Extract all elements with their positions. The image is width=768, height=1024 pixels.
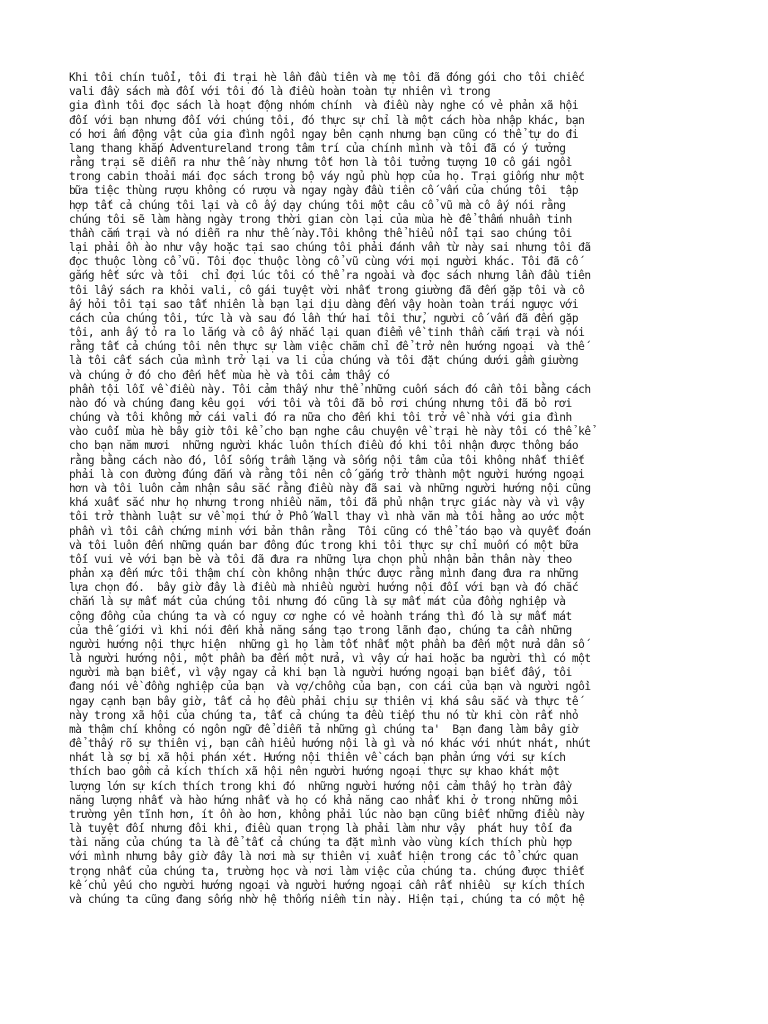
text-line: để thấy rõ sự thiên vị, bạn cần hiểu hướng nội là gì và nó khác với nhút nhát, nhút (69, 737, 591, 751)
text-line: gia đình tôi đọc sách là hoạt động nhóm chính và điều này nghe có vẻ phản xã hội (69, 99, 579, 113)
text-line: nhát là sợ bị xã hội phán xét. Hướng nội thiên về cách bạn phản ứng với sự kích (69, 751, 566, 765)
text-line: cho bạn năm mươi những người khác luôn thích điều đó khi tôi nhận được thông báo (69, 439, 579, 453)
text-line: là người hướng nội, một phần ba đến một nửa, vì vậy cứ hai hoặc ba người thì có một (69, 652, 591, 666)
text-line: kế chủ yếu cho người hướng ngoại và người hướng ngoại cần rất nhiều sự kích thích (69, 878, 585, 892)
text-line: cách của chúng tôi, tức là và sau đó lần thứ hai tôi thử, người cố vấn đã đến gặp (69, 311, 579, 325)
text-line: thần cắm trại và nó diễn ra như thế này.Tôi không thể hiểu nổi tại sao chúng tôi (69, 226, 572, 240)
text-line: gắng hết sức và tôi chỉ đợi lúc tôi có thể ra ngoài và đọc sách nhưng lần đầu tiên (69, 269, 591, 283)
text-line: bữa tiệc thùng rượu không có rượu và ngay ngày đầu tiên cố vấn của chúng tôi tập (69, 184, 579, 198)
text-line: và chúng ta cũng đang sống nhờ hệ thống niềm tin này. Hiện tại, chúng ta có một hệ (69, 892, 585, 906)
text-line: rằng bằng cách nào đó, lối sống trầm lặng và sống nội tâm của tôi không nhất thiết (69, 453, 585, 467)
text-line: phải là con đường đúng đắn và rằng tôi nên cố gắng trở thành một người hướng ngoại (69, 467, 585, 481)
text-line: này trong xã hội của chúng ta, tất cả chúng ta đều tiếp thu nó từ khi còn rất nhỏ (69, 708, 579, 722)
text-line: trong cabin thoải mái đọc sách trong bộ váy ngủ phù hợp của họ. Trại giống như một (69, 170, 585, 184)
text-line: và tôi luôn đến những quán bar đông đúc trong khi tôi thực sự chỉ muốn có một bữa (69, 538, 579, 552)
text-line: lang thang khắp Adventureland trong tâm trí của chính mình và tôi đã có ý tưởng (69, 141, 566, 155)
text-line: trường yên tĩnh hơn, ít ồn ào hơn, không phải lúc nào bạn cũng biết những điều này (69, 807, 585, 821)
text-line: cộng đồng của chúng ta và có nguy cơ nghe có vẻ hoành tráng thì đó là sự mất mát (69, 609, 572, 623)
text-line: hơn và tôi luôn cảm nhận sâu sắc rằng điều này đã sai và những người hướng nội cũng (69, 481, 591, 495)
text-line: của thế giới vì khi nói đến khả năng sáng tạo trong lãnh đạo, chúng ta cần những (69, 623, 572, 637)
text-line: lại phải ồn ào như vậy hoặc tại sao chúng tôi phải đánh vần từ này sai nhưng tôi đã (69, 241, 591, 255)
text-line: phần tội lỗi về điều này. Tôi cảm thấy như thể những cuốn sách đó cần tôi bằng cách (69, 382, 591, 396)
text-line: rằng tất cả chúng tôi nên thực sự làm việc chăm chỉ để trở nên hướng ngoại và thế (69, 340, 585, 354)
text-line: là tôi cất sách của mình trở lại va li của chúng và tôi đặt chúng dưới gầm giường (69, 354, 579, 368)
text-line: ngay cạnh bạn bây giờ, tất cả họ đều phải chịu sự thiên vị khá sâu sắc và thực tế (69, 694, 579, 708)
text-line: mà thậm chí không có ngôn ngữ để diễn tả những gì chúng ta' Bạn đang làm bây giờ (69, 722, 579, 736)
text-line: năng lượng nhất và hào hứng nhất và họ có khả năng cao nhất khi ở trong những môi (69, 793, 579, 807)
text-line: tôi, anh ấy tỏ ra lo lắng và cô ấy nhắc lại quan điểm về tinh thần cắm trại và nói (69, 326, 585, 340)
text-line: có hơi ấm động vật của gia đình ngồi ngay bên cạnh nhưng bạn cũng có thể tự do đi (69, 127, 579, 141)
text-line: vali đầy sách mà đối với tôi đó là điều hoàn toàn tự nhiên vì trong (69, 85, 491, 99)
document-body-text (69, 71, 729, 907)
text-line: với mình nhưng bây giờ đây là nơi mà sự thiên vị xuất hiện trong các tổ chức quan (69, 850, 579, 864)
text-line: phần vì tôi cần chứng minh với bản thân rằng Tôi cũng có thể táo bạo và quyết đoán (69, 524, 591, 538)
text-line: và chúng ở đó cho đến hết mùa hè và tôi cảm thấy có (69, 368, 390, 382)
text-line: hợp tất cả chúng tôi lại và cô ấy dạy chúng tôi một câu cổ vũ mà cô ấy nói rằng (69, 198, 566, 212)
text-line: nào đó và chúng đang kêu gọi với tôi và tôi đã bỏ rơi chúng nhưng tôi đã bỏ rơi (69, 396, 572, 410)
text-line: tôi lấy sách ra khỏi vali, cô gái tuyệt vời nhất trong giường đã đến gặp tôi và cô (69, 283, 585, 297)
text-line: lựa chọn đó. bây giờ đây là điều mà nhiều người hướng nội đối với bạn và đó chắc (69, 581, 579, 595)
text-line: phản xạ đến mức tôi thậm chí còn không nhận thức được rằng mình đang đưa ra những (69, 567, 579, 581)
text-line: tối vui vẻ với bạn bè và tôi đã đưa ra những lựa chọn phủ nhận bản thân này theo (69, 552, 572, 566)
text-line: chúng và tôi không mở cái vali đó ra nữa cho đến khi tôi trở về nhà với gia đình (69, 411, 572, 425)
text-line: chắn là sự mất mát của chúng tôi nhưng đó cũng là sự mất mát của đồng nghiệp và (69, 595, 566, 609)
text-line: đối với bạn nhưng đối với chúng tôi, đó thực sự chỉ là một cách hòa nhập khác, bạn (69, 113, 585, 127)
text-line: người hướng nội thực hiện những gì họ làm tốt nhất một phần ba đến một nửa dân số (69, 637, 585, 651)
text-line: người mà bạn biết, vì vậy ngay cả khi bạn là người hướng ngoại bạn biết đấy, tôi (69, 666, 572, 680)
text-line: đang nói về đồng nghiệp của bạn và vợ/chồng của bạn, con cái của bạn và người ngồi (69, 680, 591, 694)
text-line: rằng trại sẽ diễn ra như thế này nhưng tốt hơn là tôi tưởng tượng 10 cô gái ngồi (69, 156, 572, 170)
text-line: là tuyệt đối nhưng đôi khi, điều quan trọng là phải làm như vậy phát huy tối đa (69, 822, 572, 836)
text-line: thích bao gồm cả kích thích xã hội nên người hướng ngoại thực sự khao khát một (69, 765, 560, 779)
text-line: khá xuất sắc như họ nhưng trong nhiều năm, tôi đã phủ nhận trực giác này và vì vậy (69, 496, 585, 510)
text-line: tôi trở thành luật sư về mọi thứ ở Phố Wall thay vì nhà văn mà tôi hằng ao ước một (69, 510, 585, 524)
text-line: Khi tôi chín tuổi, tôi đi trại hè lần đầu tiên và mẹ tôi đã đóng gói cho tôi chiếc (69, 71, 585, 84)
text-line: trọng nhất của chúng ta, trường học và nơi làm việc của chúng ta. chúng được thiết (69, 864, 585, 878)
text-line: tài năng của chúng ta là để tất cả chúng ta đặt mình vào vùng kích thích phù hợp (69, 836, 572, 850)
text-line: vào cuối mùa hè bây giờ tôi kể cho bạn nghe câu chuyện về trại hè này tôi có thể kể (69, 425, 591, 439)
text-line: ấy hỏi tôi tại sao tất nhiên là bạn lại dịu dàng đến vậy hoàn toàn trái ngược với (69, 297, 579, 311)
text-line: lượng lớn sự kích thích trong khi đó những người hướng nội cảm thấy họ tràn đầy (69, 779, 572, 793)
text-line: chúng tôi sẽ làm hàng ngày trong thời gian còn lại của mùa hè để thấm nhuần tinh (69, 212, 572, 226)
text-line: đọc thuộc lòng cổ vũ. Tôi đọc thuộc lòng cổ vũ cùng với mọi người khác. Tôi đã cố (69, 255, 579, 269)
